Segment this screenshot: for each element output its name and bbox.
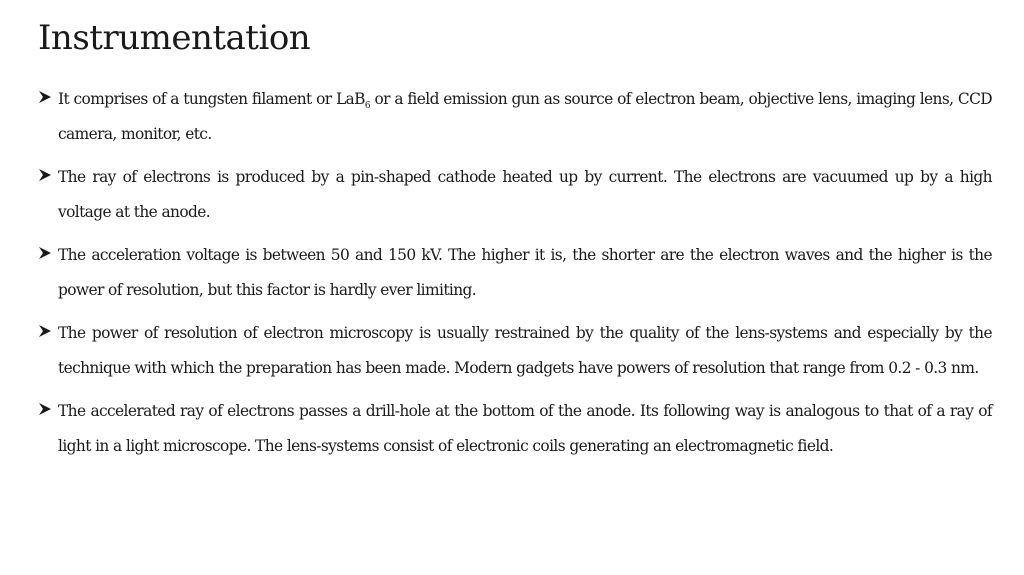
arrow-bullet-icon bbox=[38, 82, 54, 117]
bullet-text-5: The accelerated ray of electrons passes a drill-hole at the bottom of the anode. Its following way is analogous to that of a ray of light in a light microscope. The lens-systems consist of electronic coils generating an electromagnetic field. bbox=[58, 402, 992, 455]
bullet-item-5 bbox=[38, 394, 992, 464]
arrow-bullet-icon bbox=[38, 238, 54, 273]
bullet-list bbox=[38, 82, 992, 472]
bullet-item-4 bbox=[38, 316, 992, 386]
slide-title: Instrumentation bbox=[38, 18, 311, 58]
arrow-bullet-icon bbox=[38, 316, 54, 351]
bullet-text-1-post: or a field emission gun as source of electron beam, objective lens, imaging lens, CCD camera, monitor, etc. bbox=[58, 90, 992, 143]
bullet-text-1-pre: It comprises of a tungsten filament or LaB bbox=[58, 90, 365, 108]
bullet-text-2: The ray of electrons is produced by a pin-shaped cathode heated up by current. The electrons are vacuumed up by a high voltage at the anode. bbox=[58, 168, 992, 221]
bullet-text-4: The power of resolution of electron microscopy is usually restrained by the quality of the lens-systems and especially by the technique with which the preparation has been made. Modern gadgets have powers of resolution that range from 0.2 - 0.3 nm. bbox=[58, 324, 992, 377]
arrow-bullet-icon bbox=[38, 160, 54, 195]
lab6-subscript: 6 bbox=[364, 101, 370, 111]
bullet-item-2 bbox=[38, 160, 992, 230]
bullet-text-3: The acceleration voltage is between 50 and 150 kV. The higher it is, the shorter are the electron waves and the higher is the power of resolution, but this factor is hardly ever limiting. bbox=[58, 246, 992, 299]
bullet-item-1 bbox=[38, 82, 992, 152]
bullet-item-3 bbox=[38, 238, 992, 308]
arrow-bullet-icon bbox=[38, 394, 54, 429]
bullet-text-1 bbox=[58, 90, 992, 143]
